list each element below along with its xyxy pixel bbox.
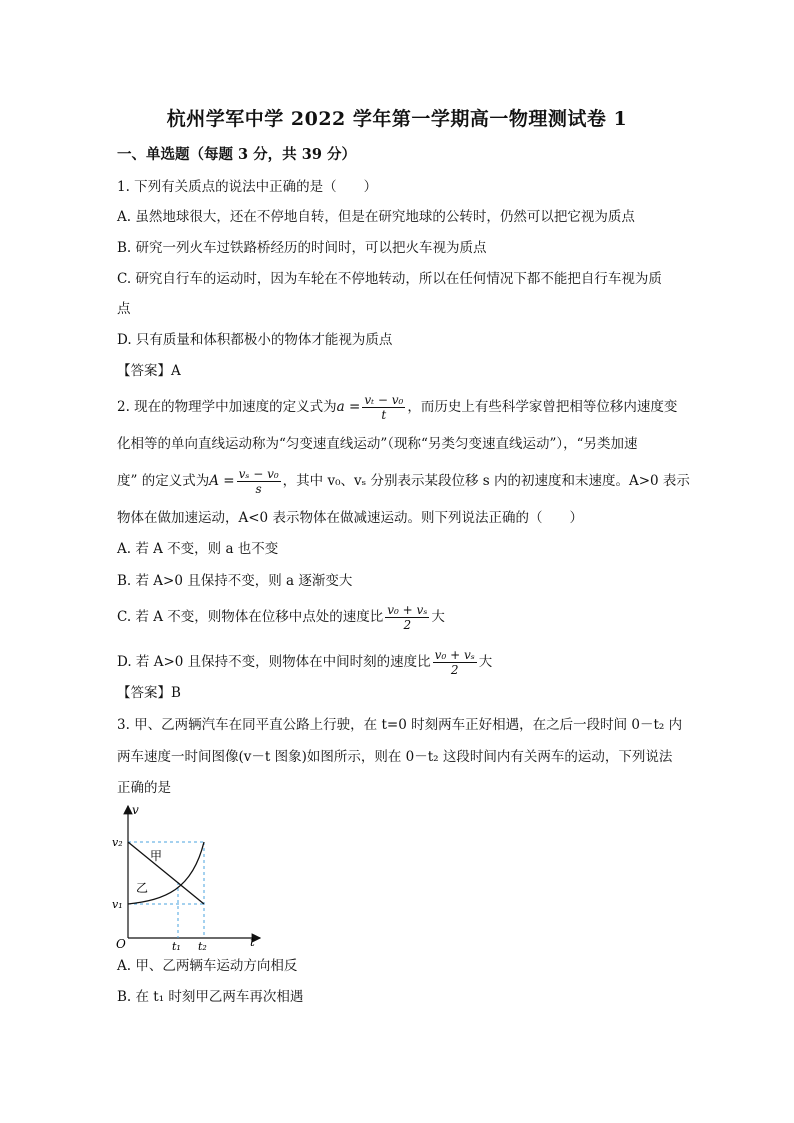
q3-line-2: 两车速度一时间图像(v－t 图象)如图所示，则在 0－t₂ 这段时间内有关两车的运动，下列说法 xyxy=(117,749,673,765)
q1-option-a: A. 虽然地球很大，还在不停地自转，但是在研究地球的公转时，仍然可以把它视为质点 xyxy=(117,209,635,225)
q2-option-d-text: D. 若 A>0 且保持不变，则物体在中间时刻的速度比 xyxy=(117,654,431,670)
fraction-v-d-denominator: 2 xyxy=(450,663,459,677)
page-title: 杭州学军中学 2022 学年第一学期高一物理测试卷 1 xyxy=(166,108,628,130)
y-tick-v1: v₁ xyxy=(112,898,123,911)
series-yi-label: 乙 xyxy=(136,881,149,895)
x-axis-label: t xyxy=(250,935,255,949)
fraction-A-numerator: vₛ − v₀ xyxy=(238,467,279,481)
q2-option-b: B. 若 A>0 且保持不变，则 a 逐渐变大 xyxy=(117,573,353,589)
fraction-v-c-numerator: v₀ + vₛ xyxy=(387,603,428,617)
q2-line-4: 物体在做加速运动，A<0 表示物体在做减速运动。则下列说法正确的（ ） xyxy=(117,510,583,526)
fraction-a-numerator: vₜ − v₀ xyxy=(364,393,404,407)
q2-option-a: A. 若 A 不变，则 a 也不变 xyxy=(117,541,279,557)
q2-answer: 【答案】B xyxy=(117,685,181,701)
q1-answer: 【答案】A xyxy=(117,363,181,379)
fraction-A-denominator: s xyxy=(255,482,262,496)
q2-l1-post: ，而历史上有些科学家曾把相等位移内速度变 xyxy=(407,399,678,415)
q2-option-d xyxy=(117,648,492,677)
q2-l1-text: 2. 现在的物理学中加速度的定义式为 xyxy=(117,399,337,415)
q2-l3-post: ，其中 v₀、vₛ 分别表示某段位移 s 内的初速度和末速度。A>0 表示 xyxy=(282,473,690,489)
fraction-a xyxy=(362,393,405,422)
series-jia-label: 甲 xyxy=(150,849,163,863)
q3-line-3: 正确的是 xyxy=(117,780,171,796)
y-tick-v2: v₂ xyxy=(112,836,123,849)
q1-stem: 1. 下列有关质点的说法中正确的是（ ） xyxy=(117,179,378,195)
q3-option-b: B. 在 t₁ 时刻甲乙两车再次相遇 xyxy=(117,989,304,1005)
q2-option-c-text: C. 若 A 不变，则物体在位移中点处的速度比 xyxy=(117,609,384,625)
x-tick-t2: t₂ xyxy=(198,940,207,952)
q2-option-d-post: 大 xyxy=(478,654,493,670)
q3-line-1: 3. 甲、乙两辆汽车在同平直公路上行驶，在 t=0 时刻两车正好相遇，在之后一段时间 0－t₂ 内 xyxy=(117,717,683,733)
fraction-v-d-numerator: v₀ + vₛ xyxy=(434,648,475,662)
q2-option-c xyxy=(117,603,445,632)
q3-option-a: A. 甲、乙两辆车运动方向相反 xyxy=(117,958,298,974)
q2-line-1 xyxy=(117,393,677,422)
section-heading: 一、单选题（每题 3 分，共 39 分） xyxy=(117,146,356,163)
x-tick-t1: t₁ xyxy=(172,940,181,952)
fraction-a-denominator: t xyxy=(381,408,387,422)
y-axis-label: v xyxy=(132,803,139,817)
q2-line-3 xyxy=(117,467,690,496)
q2-l3-math: A = xyxy=(209,473,235,489)
q2-line-2: 化相等的单向直线运动称为“匀变速直线运动”（现称“另类匀变速直线运动”），“另类加速 xyxy=(117,436,638,452)
q1-option-b: B. 研究一列火车过铁路桥经历的时间时，可以把火车视为质点 xyxy=(117,240,487,256)
q1-option-c-cont: 点 xyxy=(117,301,131,317)
q2-l3-text: 度” 的定义式为 xyxy=(117,473,210,489)
q1-option-d: D. 只有质量和体积都极小的物体才能视为质点 xyxy=(117,332,393,348)
origin-label: O xyxy=(116,937,126,951)
vt-graph xyxy=(110,800,270,952)
q1-option-c: C. 研究自行车的运动时，因为车轮在不停地转动，所以在任何情况下都不能把自行车视为质 xyxy=(117,271,662,287)
fraction-A xyxy=(237,467,281,496)
fraction-v-c xyxy=(385,603,429,632)
fraction-v-c-denominator: 2 xyxy=(403,618,412,632)
q2-l1-math: a = xyxy=(336,399,361,415)
q2-option-c-post: 大 xyxy=(431,609,445,625)
fraction-v-d xyxy=(433,648,477,677)
